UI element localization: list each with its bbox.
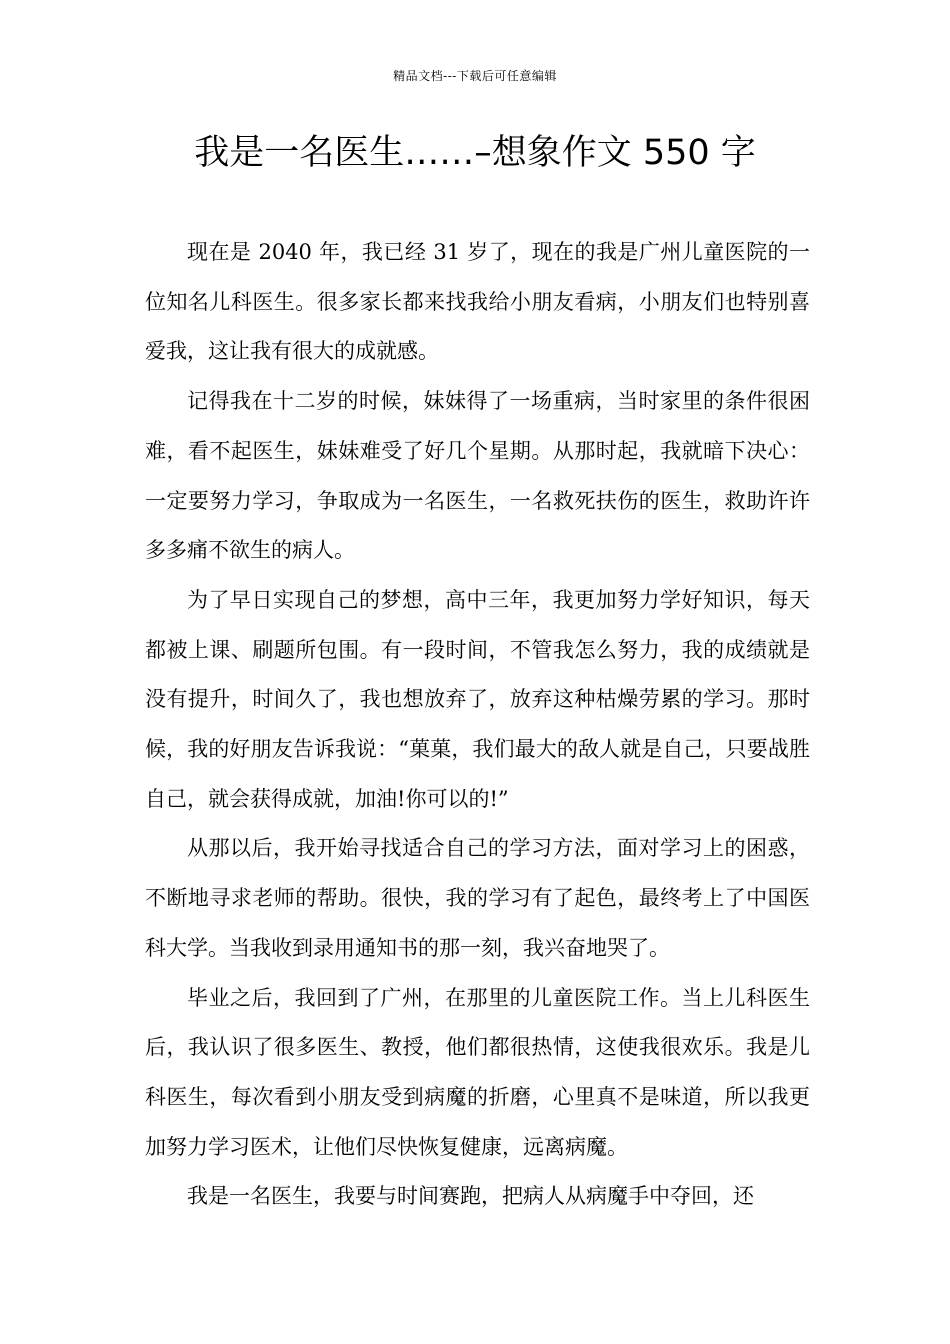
paragraph: 从那以后，我开始寻找适合自己的学习方法，面对学习上的困惑，不断地寻求老师的帮助。很快，我的学习有了起色，最终考上了中国医科大学。当我收到录用通知书的那一刻，我兴奋地哭了。 — [145, 836, 810, 960]
paragraph: 现在是 2040 年，我已经 31 岁了，现在的我是广州儿童医院的一位知名儿科医生。很多家长都来找我给小朋友看病，小朋友们也特别喜爱我，这让我有很大的成就感。 — [145, 240, 810, 364]
document-title: 我是一名医生……–想象作文 550 字 — [194, 133, 756, 173]
header-note: 精品文档---下载后可任意编辑 — [393, 69, 557, 83]
article-body — [145, 228, 810, 1222]
paragraph: 毕业之后，我回到了广州，在那里的儿童医院工作。当上儿科医生后，我认识了很多医生、教授，他们都很热情，这使我很欢乐。我是儿科医生，每次看到小朋友受到病魔的折磨，心里真不是味道，所以我更加努力学习医术，让他们尽快恢复健康，远离病魔。 — [145, 985, 810, 1159]
paragraph: 记得我在十二岁的时候，妹妹得了一场重病，当时家里的条件很困难，看不起医生，妹妹难受了好几个星期。从那时起，我就暗下决心：一定要努力学习，争取成为一名医生，一名救死扶伤的医生，救助许许多多痛不欲生的病人。 — [145, 389, 810, 563]
paragraph: 为了早日实现自己的梦想，高中三年，我更加努力学好知识，每天都被上课、刷题所包围。有一段时间，不管我怎么努力，我的成绩就是没有提升，时间久了，我也想放弃了，放弃这种枯燥劳累的学习。那时候，我的好朋友告诉我说：“菓菓，我们最大的敌人就是自己，只要战胜自己，就会获得成就，加油!你可以的!” — [145, 587, 810, 811]
paragraph: 我是一名医生，我要与时间赛跑，把病人从病魔手中夺回，还 — [187, 1184, 754, 1209]
